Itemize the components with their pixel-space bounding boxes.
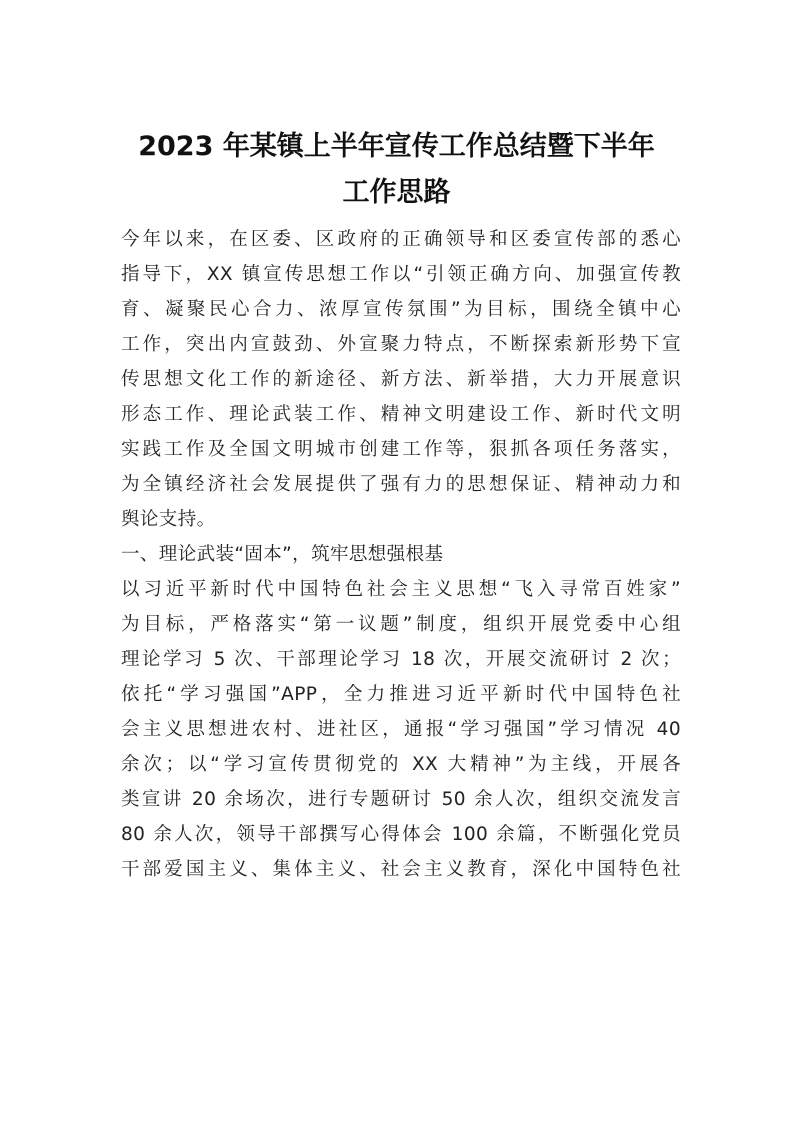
section-line: 类宣讲 20 余场次，进行专题研讨 50 余人次，组织交流发言 [121, 789, 681, 810]
intro-line: 实践工作及全国文明城市创建工作等，狠抓各项任务落实， [121, 439, 681, 460]
intro-line: 今年以来，在区委、区政府的正确领导和区委宣传部的悉心 [121, 229, 681, 250]
intro-line: 舆论支持。 [121, 509, 216, 530]
intro-line: 为全镇经济社会发展提供了强有力的思想保证、精神动力和 [121, 474, 681, 495]
section-line: 干部爱国主义、集体主义、社会主义教育，深化中国特色社 [121, 859, 681, 880]
intro-line: 工作，突出内宣鼓劲、外宣聚力特点，不断探索新形势下宣 [121, 334, 681, 355]
section-line: 理论学习 5 次、干部理论学习 18 次，开展交流研讨 2 次； [121, 649, 681, 670]
document-title-line-1: 2023 年某镇上半年宣传工作总结暨下半年 [138, 131, 655, 162]
section-line: 会主义思想进农村、进社区，通报“学习强国”学习情况 40 [121, 719, 681, 740]
intro-line: 形态工作、理论武装工作、精神文明建设工作、新时代文明 [121, 404, 681, 425]
section-line: 为目标，严格落实“第一议题”制度，组织开展党委中心组 [121, 614, 681, 635]
document-title-line-2: 工作思路 [342, 177, 451, 208]
section-line: 以习近平新时代中国特色社会主义思想“飞入寻常百姓家” [121, 579, 681, 600]
section-line: 80 余人次，领导干部撰写心得体会 100 余篇，不断强化党员 [121, 824, 681, 845]
intro-line: 育、凝聚民心合力、浓厚宣传氛围”为目标，围绕全镇中心 [121, 299, 681, 320]
section-heading: 一、理论武装“固本”，筑牢思想强根基 [121, 544, 444, 565]
section-line: 余次；以“学习宣传贯彻党的 XX 大精神”为主线，开展各 [121, 754, 681, 775]
intro-line: 指导下，XX 镇宣传思想工作以“引领正确方向、加强宣传教 [121, 264, 681, 285]
document-body [121, 222, 681, 887]
section-line: 依托“学习强国”APP，全力推进习近平新时代中国特色社 [121, 684, 681, 705]
intro-line: 传思想文化工作的新途径、新方法、新举措，大力开展意识 [121, 369, 681, 390]
